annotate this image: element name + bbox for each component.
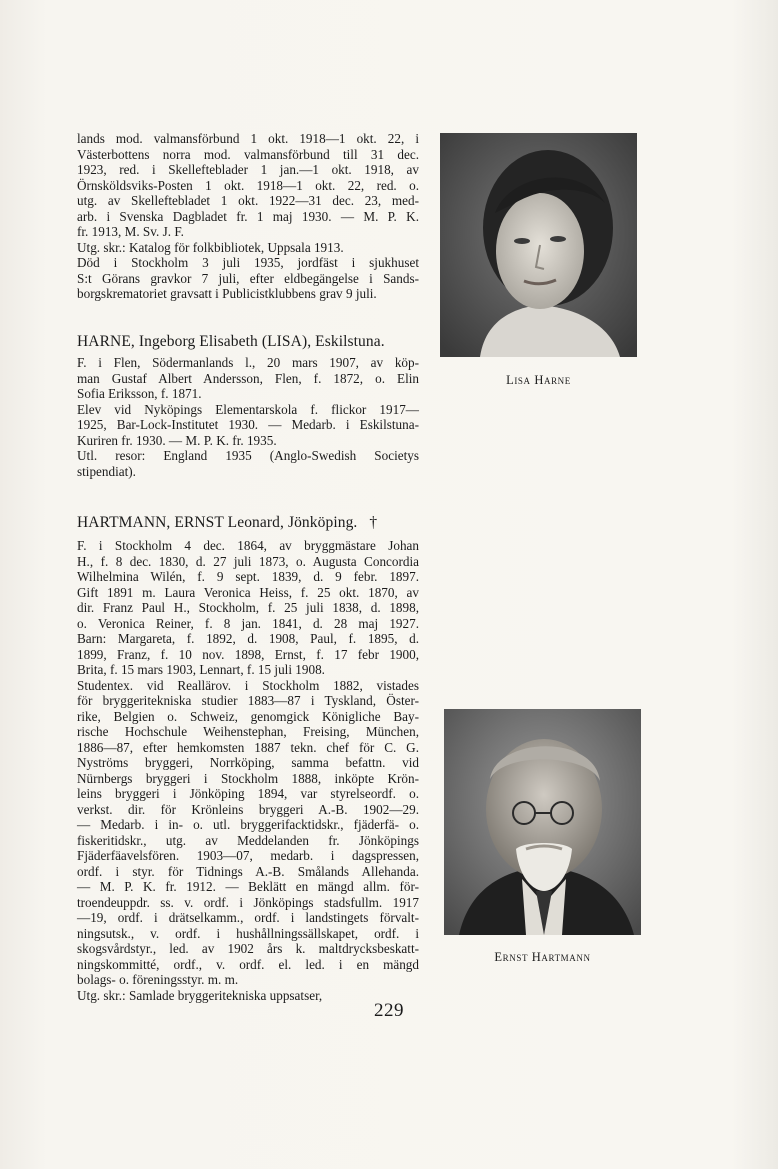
- text-line: —19, ordf. i drätselkamm., ordf. i landstingets förvalt-: [77, 910, 419, 925]
- text-line: o. Veronica Reiner, f. 8 jan. 1841, d. 28 maj 1927.: [77, 615, 419, 631]
- portrait-woman-photo: [440, 133, 637, 357]
- text-line: Kuriren fr. 1930. — M. P. K. fr. 1935.: [77, 432, 277, 448]
- text-line: Elev vid Nyköpings Elementarskola f. flickor 1917—: [77, 401, 419, 417]
- text-line: ningsutsk., v. ordf. i hushållningssällskapet, ordf. i: [77, 925, 419, 941]
- text-line: F. i Flen, Södermanlands l., 20 mars 1907, av köp-: [77, 355, 419, 370]
- text-line: — Medarb. i in- o. utl. bryggerifacktidskr., fjäderfä- o.: [77, 817, 419, 832]
- text-line: troendeuppdr. ss. v. ordf. i Jönköpings stadsfullm. 1917: [77, 894, 419, 910]
- portrait-man-photo: [444, 709, 641, 935]
- text-line: Död i Stockholm 3 juli 1935, jordfäst i sjukhuset: [77, 255, 419, 270]
- text-line: ningskommitté, ordf., v. ordf. el. led. i en mängd: [77, 956, 419, 972]
- text-line: Västerbottens norra mod. valmansförbund till 31 dec.: [77, 146, 419, 162]
- text-line: Studentex. vid Reallärov. i Stockholm 1882, vistades: [77, 677, 419, 693]
- text-line: Barn: Margareta, f. 1892, d. 1908, Paul, f. 1895, d.: [77, 631, 419, 646]
- text-line: Utg. skr.: Katalog för folkbibliotek, Uppsala 1913.: [77, 239, 344, 255]
- text-line: bolags- o. föreningsstyr. m. m.: [77, 972, 239, 987]
- text-line: rike, Belgien o. Schweiz, genomgick Königliche Bay-: [77, 708, 419, 724]
- text-line: Sofia Eriksson, f. 1871.: [77, 386, 202, 401]
- hartmann-entry-text: [77, 538, 419, 1003]
- text-line: ordf. i styr. för Tidnings A.-B. Smålands Allehanda.: [77, 863, 419, 879]
- text-line: Gift 1891 m. Laura Veronica Heiss, f. 25 okt. 1870, av: [77, 584, 419, 600]
- text-line: fiskeritidskr., utg. av Meddelanden fr. Jönköpings: [77, 832, 419, 848]
- page-number: 229: [374, 1000, 404, 1021]
- harne-entry-text: [77, 355, 419, 479]
- text-line: arb. i Svenska Dagbladet fr. 1 maj 1930. — M. P. K.: [77, 208, 419, 224]
- text-line: utg. av Skelleftebladet 1 okt. 1922—31 dec. 23, med-: [77, 193, 419, 208]
- text-line: för bryggeritekniska studier 1883—87 i Tyskland, Öster-: [77, 693, 419, 708]
- death-mark-icon: †: [369, 514, 378, 531]
- text-line: Fjäderfäavelsfören. 1903—07, medarb. i dagspressen,: [77, 848, 419, 863]
- text-line: 1886—87, efter hemkomsten 1887 tekn. chef för C. G.: [77, 739, 419, 755]
- text-line: Örnsköldsviks-Posten 1 okt. 1918—1 okt. 22, red. o.: [77, 177, 419, 193]
- text-line: Utg. skr.: Samlade bryggeritekniska uppsatser,: [77, 987, 323, 1003]
- hartmann-heading: [77, 514, 377, 532]
- text-line: Wilhelmina Wilén, f. 9 sept. 1839, d. 9 febr. 1897.: [77, 569, 419, 584]
- text-line: 1925, Bar-Lock-Institutet 1930. — Medarb. i Eskilstuna-: [77, 417, 419, 432]
- text-line: 1923, red. i Skellefteblader 1 jan.—1 okt. 1918, av: [77, 162, 419, 177]
- text-line: man Gustaf Albert Andersson, Flen, f. 1872, o. Elin: [77, 370, 419, 386]
- text-line: stipendiat).: [77, 463, 136, 479]
- lisa-harne-caption: Lisa Harne: [506, 373, 571, 387]
- text-line: Nürnbergs bryggeri i Stockholm 1888, inköpte Krön-: [77, 770, 419, 786]
- text-line: rische Hochschule Weihenstephan, Freising, München,: [77, 724, 419, 739]
- text-line: lands mod. valmansförbund 1 okt. 1918—1 okt. 22, i: [77, 131, 419, 146]
- text-line: S:t Görans gravkor 7 juli, efter eldbegängelse i Sands-: [77, 270, 419, 286]
- text-line: borgskrematoriet gravsatt i Publicistklubbens grav 9 juli.: [77, 286, 377, 301]
- ernst-hartmann-caption: Ernst Hartmann: [494, 950, 591, 964]
- text-line: H., f. 8 dec. 1830, d. 27 juli 1873, o. Augusta Concordia: [77, 553, 419, 569]
- text-line: leins bryggeri i Jönköping 1894, var styrelseordf. o.: [77, 786, 419, 801]
- text-line: — M. P. K. fr. 1912. — Beklätt en mängd allm. för-: [77, 879, 419, 894]
- text-line: dir. Franz Paul H., Stockholm, f. 25 juli 1838, d. 1898,: [77, 600, 419, 615]
- text-line: skogsvårdstyr., led. av 1902 års k. maltdrycksbeskatt-: [77, 941, 419, 956]
- text-line: 1899, Franz, f. 10 nov. 1898, Ernst, f. 17 febr 1900,: [77, 646, 419, 662]
- harne-heading: HARNE, Ingeborg Elisabeth (LISA), Eskilstuna.: [77, 333, 385, 350]
- text-line: verkst. dir. för Krönleins bryggeri A.-B. 1902—29.: [77, 801, 419, 817]
- text-line: Nyströms bryggeri, Norrköping, samma befattn. vid: [77, 755, 419, 770]
- text-line: fr. 1913, M. Sv. J. F.: [77, 224, 184, 239]
- text-line: F. i Stockholm 4 dec. 1864, av bryggmästare Johan: [77, 538, 419, 553]
- intro-entry-text: [77, 131, 419, 302]
- text-line: Brita, f. 15 mars 1903, Lennart, f. 15 juli 1908.: [77, 662, 325, 677]
- hartmann-heading-text: HARTMANN, ERNST Leonard, Jönköping.: [77, 514, 358, 531]
- text-line: Utl. resor: England 1935 (Anglo-Swedish Societys: [77, 448, 419, 463]
